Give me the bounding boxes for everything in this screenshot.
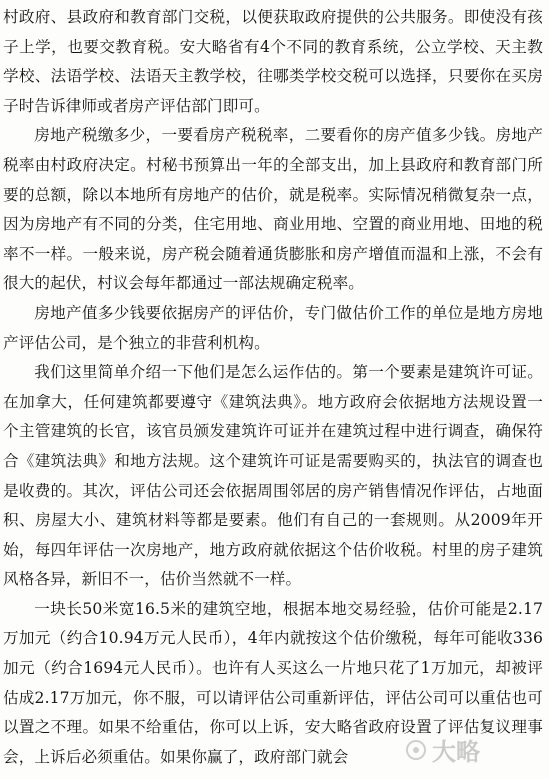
paragraph-property-valuation: 房地产值多少钱要依据房产的评估价，专门做估价工作的单位是地方房地产评估公司，是个独立的非营利机构。: [3, 303, 543, 352]
paragraph-1-continued: 村政府、县政府和教育部门交税，以便获取政府提供的公共服务。即使没有孩子上学，也要交教育税。安大略省有4个不同的教育系统，公立学校、天主教学校、法语学校、法语天主教学校，往哪类学校交税可以选择，只要你在买房子时告诉律师或者房产评估部门即可。: [3, 8, 543, 115]
paragraph-land-example: 一块长50米宽16.5米的建筑空地，根据本地交易经验，估价可能是2.17万加元（约合10.94万元人民币），4年内就按这个估价缴税，每年可能收336加元（约合1694元人民币）。也许有人买这么一片地只花了1万加元，却被评估成2.17万加元，你不服，可以请评估公司重新评估，评估公司可以重估也可以置之不理。如果不给重估，你可以上诉，安大略省政府设置了评估复议理事会，上诉后必须重估。如果你赢了，政府部门就会: [3, 599, 543, 766]
body-text: [3, 3, 543, 772]
watermark-text: 大略: [432, 738, 480, 766]
paragraph-property-tax-rate: 房地产税缴多少，一要看房产税税率，二要看你的房产值多少钱。房地产税率由村政府决定。村秘书预算出一年的全部支出，加上县政府和教育部门所要的总额，除以本地所有房地产的估价，就是税率。实际情况稍微复杂一点，因为房地产有不同的分类，住宅用地、商业用地、空置的商业用地、田地的税率不一样。一般来说，房产税会随着通货膨胀和房产增值而温和上涨，不会有很大的起伏，村议会每年都通过一部法规确定税率。: [3, 126, 543, 293]
paragraph-assessment-process: 我们这里简单介绍一下他们是怎么运作估的。第一个要素是建筑许可证。在加拿大，任何建筑都要遵守《建筑法典》。地方政府会依据地方法规设置一个主管建筑的长官，该官员颁发建筑许可证并在建筑过程中进行调查，确保符合《建筑法典》和地方法规。这个建筑许可证是需要购买的，执法官的调查也是收费的。其次，评估公司还会依据周围邻居的房产销售情况作评估，占地面积、房屋大小、建筑材料等都是要素。他们有自己的一套规则。从2009年开始，每四年评估一次房地产，地方政府就依据这个估价收税。村里的房子建筑风格各异，新旧不一，估价当然就不一样。: [3, 363, 543, 589]
